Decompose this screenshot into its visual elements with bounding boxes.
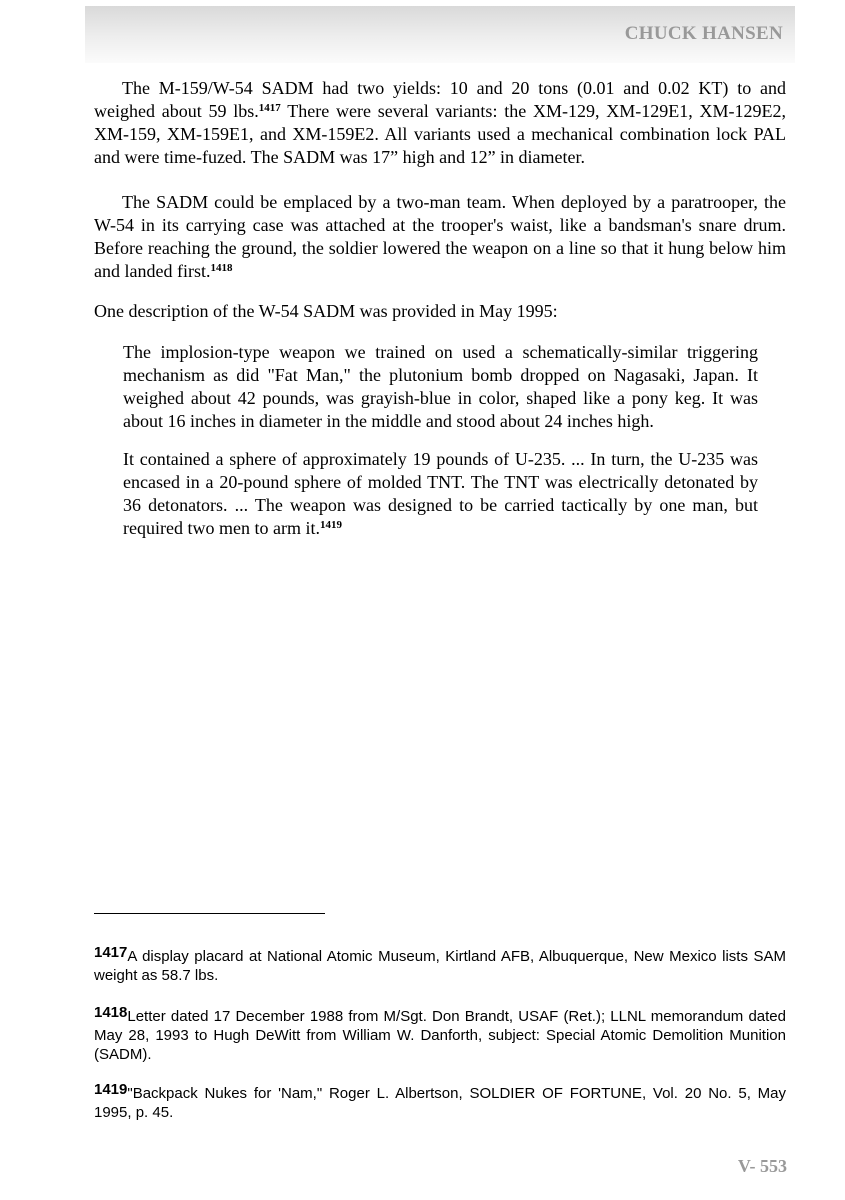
paragraph-text: One description of the W-54 SADM was provided in May 1995: [94,301,558,321]
footnote-text: A display placard at National Atomic Museum, Kirtland AFB, Albuquerque, New Mexico lists SAM weight as 58.7 lbs. [94,948,786,984]
footnote-number: 1418 [94,1004,128,1021]
paragraph-text-continued: There were several variants: the XM-129, XM-129E1, XM-129E2, XM-159, XM-159E1, and XM-159E2. All variants used a mechanical combination lock PAL and were time-fuzed. The SADM was 17” high and 12” in diameter. [94,101,786,167]
footnote-1419 [94,1080,786,1122]
footnote-ref-1417[interactable]: 1417 [258,102,281,114]
quote-text: It contained a sphere of approximately 19 pounds of U-235. ... In turn, the U-235 was encased in a 20-pound sphere of molded TNT. The TNT was electrically detonated by 36 detonators. ... The weapon was designed to be carried tactically by one man, but required two men to arm it. [123,449,758,538]
footnote-number: 1419 [94,1081,128,1098]
footnote-number: 1417 [94,944,128,961]
running-header [85,6,795,63]
footnote-1418 [94,1003,786,1064]
footnote-ref-1418[interactable]: 1418 [210,262,233,274]
paragraph-text: The M-159/W-54 SADM had two yields: 10 and 20 tons (0.01 and 0.02 KT) to and weighed about 59 lbs. [94,78,786,121]
paragraph-text: The SADM could be emplaced by a two-man team. When deployed by a paratrooper, the W-54 in its carrying case was attached at the trooper's waist, like a bandsman's snare drum. Before reaching the ground, the soldier lowered the weapon on a line so that it hung below him and landed first. [94,192,786,281]
header-author: CHUCK HANSEN [624,23,783,44]
quote-text: The implosion-type weapon we trained on used a schematically-similar triggering mechanism as did "Fat Man," the plutonium bomb dropped on Nagasaki, Japan. It weighed about 42 pounds, was grayish-blue in color, shaped like a pony keg. It was about 16 inches in diameter in the middle and stood about 24 inches high. [123,342,758,431]
page-number: V- 553 [737,1156,787,1176]
footnote-ref-1419[interactable]: 1419 [319,519,342,531]
footnote-1417 [94,943,786,985]
footnote-text: Letter dated 17 December 1988 from M/Sgt. Don Brandt, USAF (Ret.); LLNL memorandum dated May 28, 1993 to Hugh DeWitt from William W. Danforth, subject: Special Atomic Demolition Munition (SADM). [94,1008,786,1063]
paragraph-description-intro [94,300,786,323]
paragraph-sadm-deployment [94,191,786,283]
footnote-separator [94,913,325,914]
block-quote-paragraph-1 [123,341,758,433]
block-quote-paragraph-2 [123,448,758,540]
paragraph-sadm-yields [94,77,786,169]
footnote-text: "Backpack Nukes for 'Nam," Roger L. Albertson, SOLDIER OF FORTUNE, Vol. 20 No. 5, May 1995, p. 45. [94,1085,786,1121]
